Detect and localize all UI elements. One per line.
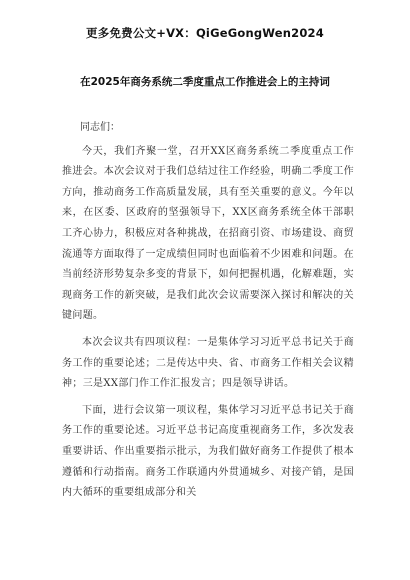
paragraph-opening: 今天，我们齐聚一堂，召开XX区商务系统二季度重点工作推进会。本次会议对于我们总结过往工作经验，明确二季度工作方向，推动商务工作高质量发展，具有至关重要的意义。今年以来，在区委、区政府的坚强领导下，XX区商务系统全体干部职工齐心协力，积极应对各种挑战，在招商引资、市场建设、商贸流通等方面取得了一定成绩但同时也面临着不少困难和问题。在当前经济形势复杂多变的背景下，如何把握机遇，化解难题，实现商务工作的新突破，是我们此次会议需要深入探讨和解决的关键问题。 [62,145,354,322]
promo-banner: 更多免费公文+VX：QiGeGongWen2024 [86,26,324,40]
salutation: 同志们： [80,122,120,133]
document-body [62,118,354,510]
paragraph-agenda: 本次会议共有四项议程：一是集体学习习近平总书记关于商务工作的重要论述；二是传达中央、省、市商务工作相关会议精神；三是XX部门作工作汇报发言；四是领导讲话。 [62,336,354,390]
document-title: 在2025年商务系统二季度重点工作推进会上的主持词 [80,76,330,88]
paragraph-first-item: 下面，进行会议第一项议程，集体学习习近平总书记关于商务工作的重要论述。习近平总书记高度重视商务工作，多次发表重要讲话、作出重要指示批示，为我们做好商务工作提供了根本遵循和行动指南。商务工作联通内外贯通城乡、对接产销，是国内大循环的重要组成部分和关 [62,404,354,499]
